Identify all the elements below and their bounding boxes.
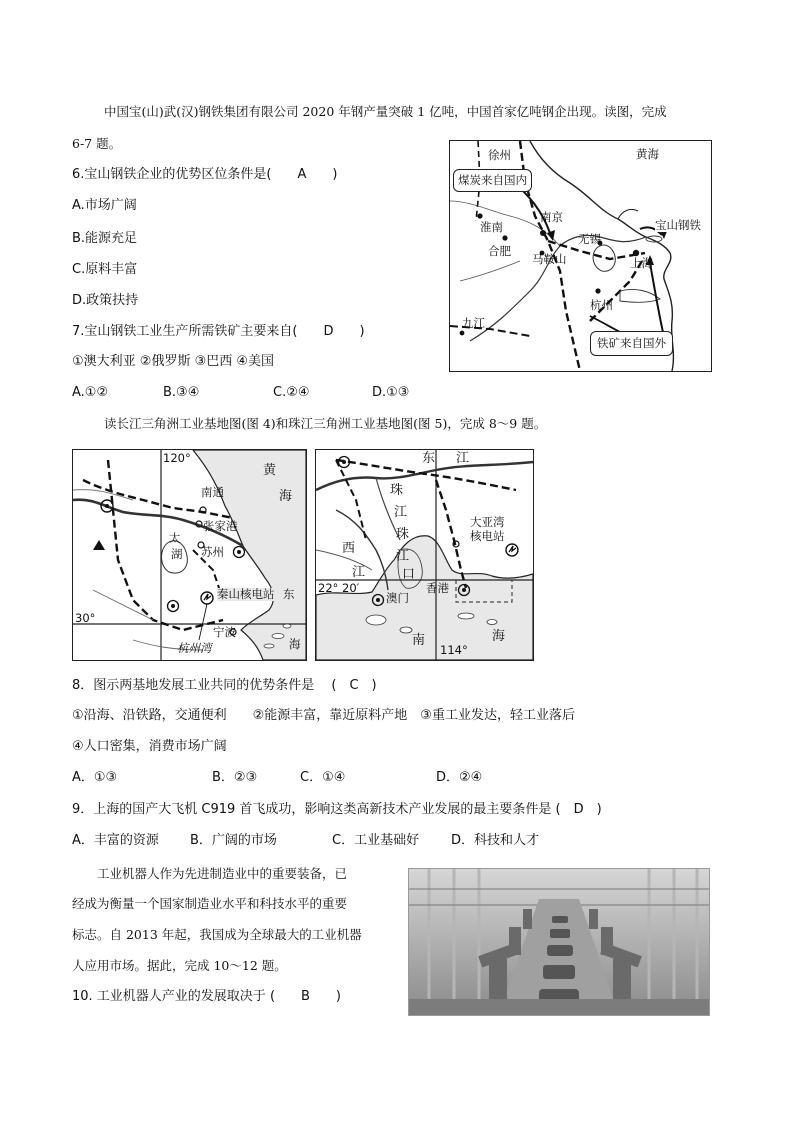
map5-label-dayawan-2: 核电站 xyxy=(470,529,505,543)
q6-option-d: D.政策扶持 xyxy=(72,293,139,308)
map4-label-hangzhouwan: 杭州湾 xyxy=(177,641,212,655)
map5-label-jiang4: 江 xyxy=(352,565,366,580)
map5-label-xi: 西 xyxy=(342,541,356,556)
map1-label-shanghai: 上海 xyxy=(630,256,653,270)
robot-assembly-line-photo xyxy=(408,868,710,1016)
map4-label-dong: 东 xyxy=(283,587,295,601)
q8-line-2: ④人口密集，消费市场广阔 xyxy=(72,739,227,754)
map1-label-huanghai: 黄海 xyxy=(636,147,659,161)
q7-option-c: C.②④ xyxy=(273,385,310,400)
map1-label-xuzhou: 徐州 xyxy=(488,148,511,162)
map4-label-hu: 湖 xyxy=(171,547,183,561)
yangtze-delta-map xyxy=(72,449,307,661)
map5-label-zhu: 珠 xyxy=(390,483,404,498)
map5-label-jiang2: 江 xyxy=(394,505,408,520)
map1-label-nanjing: 南京 xyxy=(540,210,563,224)
q7-option-d: D.①③ xyxy=(372,385,410,400)
map4-label-hai1: 海 xyxy=(279,489,293,504)
map1-label-hefei: 合肥 xyxy=(488,244,511,258)
q10-stem: 10. 工业机器人产业的发展取决于 ( B ) xyxy=(72,989,342,1004)
map4-label-lon120: 120° xyxy=(163,451,191,465)
map5-label-dayawan-1: 大亚湾 xyxy=(470,515,505,529)
q8-option-d: D．②④ xyxy=(436,770,483,785)
map5-label-lat: 22° 20′ xyxy=(318,581,360,595)
map4-label-lat30: 30° xyxy=(75,611,96,625)
q6-option-c: C.原料丰富 xyxy=(72,262,138,277)
intro3-line-1: 工业机器人作为先进制造业中的重要装备，已 xyxy=(72,866,348,881)
map4-label-ningbo: 宁波 xyxy=(213,625,236,639)
map4-label-nantong: 南通 xyxy=(201,485,224,499)
map5-label-lon: 114° xyxy=(440,643,468,657)
map1-label-iron: 铁矿来自国外 xyxy=(590,331,673,356)
map5-label-xianggang: 香港 xyxy=(426,581,449,595)
q6-stem: 6.宝山钢铁企业的优势区位条件是( A ) xyxy=(72,167,338,182)
map4-label-hai2: 海 xyxy=(289,637,301,651)
map1-label-baoshan: 宝山钢铁 xyxy=(655,218,701,232)
map1-label-huainan: 淮南 xyxy=(480,220,503,234)
intro-line-1: 中国宝(山)武(汉)钢铁集团有限公司 2020 年钢产量突破 1 亿吨，中国首家亿吨钢企出现。读图，完成 xyxy=(104,104,667,119)
map4-label-huang: 黄 xyxy=(263,463,277,478)
q9-option-d: D．科技和人才 xyxy=(451,833,540,848)
pearl-delta-map xyxy=(315,449,534,661)
intro2: 读长江三角洲工业基地图(图 4)和珠江三角洲工业基地图(图 5)，完成 8～9 题。 xyxy=(104,416,547,431)
map1-label-hangzhou: 杭州 xyxy=(590,298,613,312)
map5-label-aomen: 澳门 xyxy=(386,591,409,605)
map5-label-jiang3: 江 xyxy=(396,549,410,564)
q9-option-b: B．广阔的市场 xyxy=(190,833,277,848)
map4-label-tai: 太 xyxy=(169,531,181,545)
q9-stem: 9．上海的国产大飞机 C919 首飞成功，影响这类高新技术产业发展的最主要条件是 ( D ) xyxy=(72,802,602,817)
map4-label-suzhou: 苏州 xyxy=(201,545,224,559)
intro3-line-3: 标志。自 2013 年起，我国成为全球最大的工业机器 xyxy=(72,927,362,942)
baoshan-location-map xyxy=(449,140,712,372)
map5-label-jiang: 江 xyxy=(456,451,470,466)
map5-label-dong: 东 xyxy=(422,451,436,466)
q6-option-a: A.市场广阔 xyxy=(72,198,137,213)
q6-option-b: B.能源充足 xyxy=(72,231,138,246)
q7-choices: ①澳大利亚 ②俄罗斯 ③巴西 ④美国 xyxy=(72,354,275,369)
q8-option-c: C．①④ xyxy=(300,770,346,785)
map5-label-kou: 口 xyxy=(402,567,416,582)
map4-label-zhangjiagang: 张家港 xyxy=(203,519,238,533)
map4-label-qinshan: 秦山核电站 xyxy=(217,587,275,601)
q7-stem: 7.宝山钢铁工业生产所需铁矿主要来自( D ) xyxy=(72,324,365,339)
q7-option-b: B.③④ xyxy=(163,385,200,400)
q8-stem: 8．图示两基地发展工业共同的优势条件是 ( C ) xyxy=(72,678,377,693)
q9-option-a: A．丰富的资源 xyxy=(72,833,159,848)
q8-line-1: ①沿海、沿铁路，交通便利 ②能源丰富，靠近原料产地 ③重工业发达，轻工业落后 xyxy=(72,708,575,723)
map1-label-maanshan: 马鞍山 xyxy=(532,252,567,266)
intro3-line-4: 人应用市场。据此，完成 10～12 题。 xyxy=(72,958,287,973)
map5-label-hai: 海 xyxy=(492,629,506,644)
q7-option-a: A.①② xyxy=(72,385,109,400)
intro3-line-2: 经成为衡量一个国家制造业水平和科技水平的重要 xyxy=(72,896,348,911)
map1-label-wuxi: 无锡 xyxy=(578,232,601,246)
map5-label-zhu2: 珠 xyxy=(396,527,410,542)
map5-label-nan: 南 xyxy=(412,633,426,648)
intro-line-2: 6-7 题。 xyxy=(72,136,122,151)
q8-option-a: A．①③ xyxy=(72,770,118,785)
q8-option-b: B．②③ xyxy=(212,770,258,785)
q9-option-c: C．工业基础好 xyxy=(332,833,420,848)
map1-label-coal: 煤炭来自国内 xyxy=(453,169,532,192)
map1-label-jiujiang: 九江 xyxy=(462,316,485,330)
